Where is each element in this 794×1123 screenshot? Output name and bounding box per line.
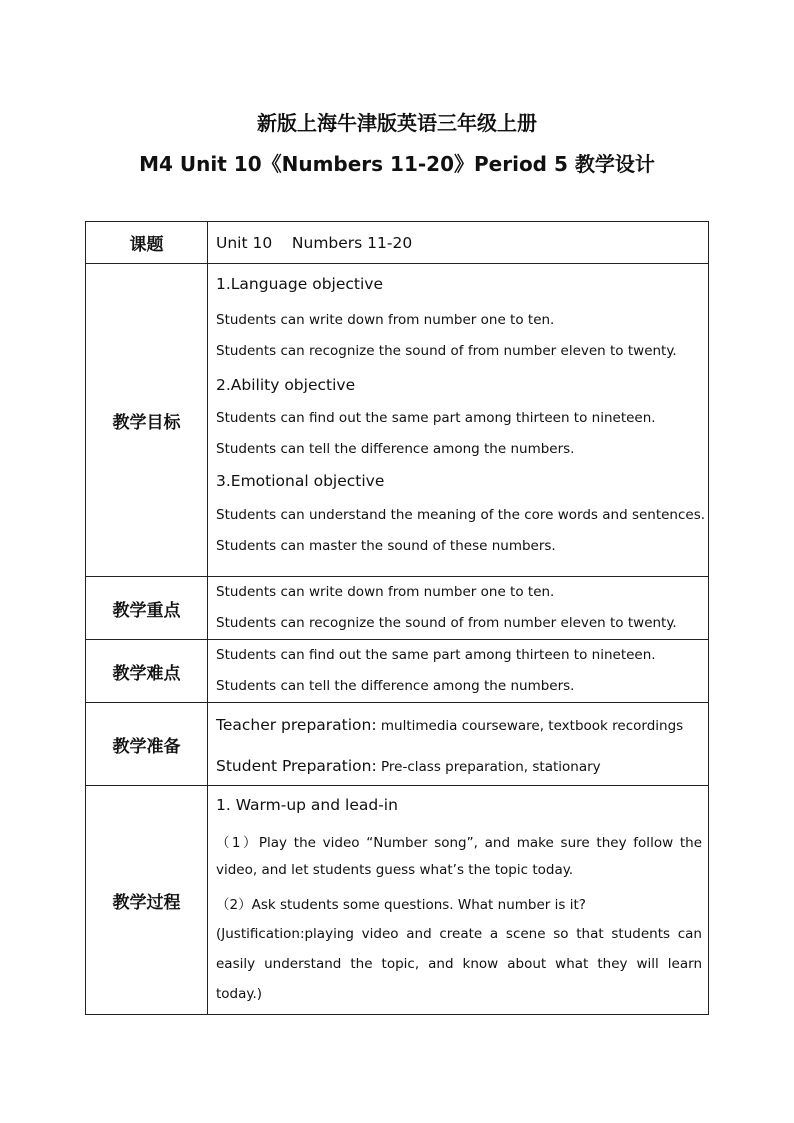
key-point-2: Students can recognize the sound of from number eleven to twenty. (216, 615, 677, 631)
warm-up-heading: 1. Warm-up and lead-in (216, 796, 398, 814)
process-step-2: （2）Ask students some questions. What number is it? (216, 897, 586, 913)
difficulty-2: Students can tell the difference among the numbers. (216, 678, 575, 694)
teacher-preparation-label: Teacher preparation: (216, 716, 377, 734)
student-preparation (216, 744, 702, 785)
process-row (86, 786, 709, 1015)
topic-row (86, 222, 709, 264)
emotional-objective-heading: 3.Emotional objective (216, 472, 385, 490)
lesson-plan-table (85, 221, 709, 1015)
process-step-1: （1）Play the video “Number song”, and make sure they follow the video, and let students guess what’s the topic today. (216, 835, 702, 878)
emotional-objective-2: Students can master the sound of these numbers. (216, 538, 556, 554)
student-preparation-label: Student Preparation: (216, 757, 377, 775)
key-points-row (86, 577, 709, 640)
language-objective-2: Students can recognize the sound of from number eleven to twenty. (216, 343, 677, 359)
difficulties-label: 教学难点 (86, 640, 208, 703)
preparation-label: 教学准备 (86, 703, 208, 786)
key-points-label: 教学重点 (86, 577, 208, 640)
document-subtitle: M4 Unit 10《Numbers 11-20》Period 5 教学设计 (139, 152, 655, 176)
document-title: 新版上海牛津版英语三年级上册 (257, 111, 537, 135)
teacher-preparation-value: multimedia courseware, textbook recordings (376, 718, 684, 734)
topic-value: Unit 10 Numbers 11-20 (216, 234, 413, 252)
ability-objective-2: Students can tell the difference among the numbers. (216, 441, 575, 457)
teacher-preparation (216, 703, 702, 744)
process-label: 教学过程 (86, 786, 208, 1015)
objectives-row (86, 264, 709, 577)
language-objective-1: Students can write down from number one to ten. (216, 312, 555, 328)
ability-objective-heading: 2.Ability objective (216, 376, 356, 394)
difficulty-1: Students can find out the same part among thirteen to nineteen. (216, 647, 656, 663)
student-preparation-value: Pre-class preparation, stationary (376, 759, 601, 775)
topic-label: 课题 (86, 222, 208, 264)
preparation-row (86, 703, 709, 786)
difficulties-row (86, 640, 709, 703)
language-objective-heading: 1.Language objective (216, 275, 383, 293)
key-point-1: Students can write down from number one to ten. (216, 584, 555, 600)
process-justification: (Justification:playing video and create a scene so that students can easily understand the topic, and know about what they will learn today.) (216, 926, 702, 1002)
emotional-objective-1: Students can understand the meaning of the core words and sentences. (216, 507, 706, 523)
ability-objective-1: Students can find out the same part among thirteen to nineteen. (216, 410, 656, 426)
objectives-label: 教学目标 (86, 264, 208, 577)
